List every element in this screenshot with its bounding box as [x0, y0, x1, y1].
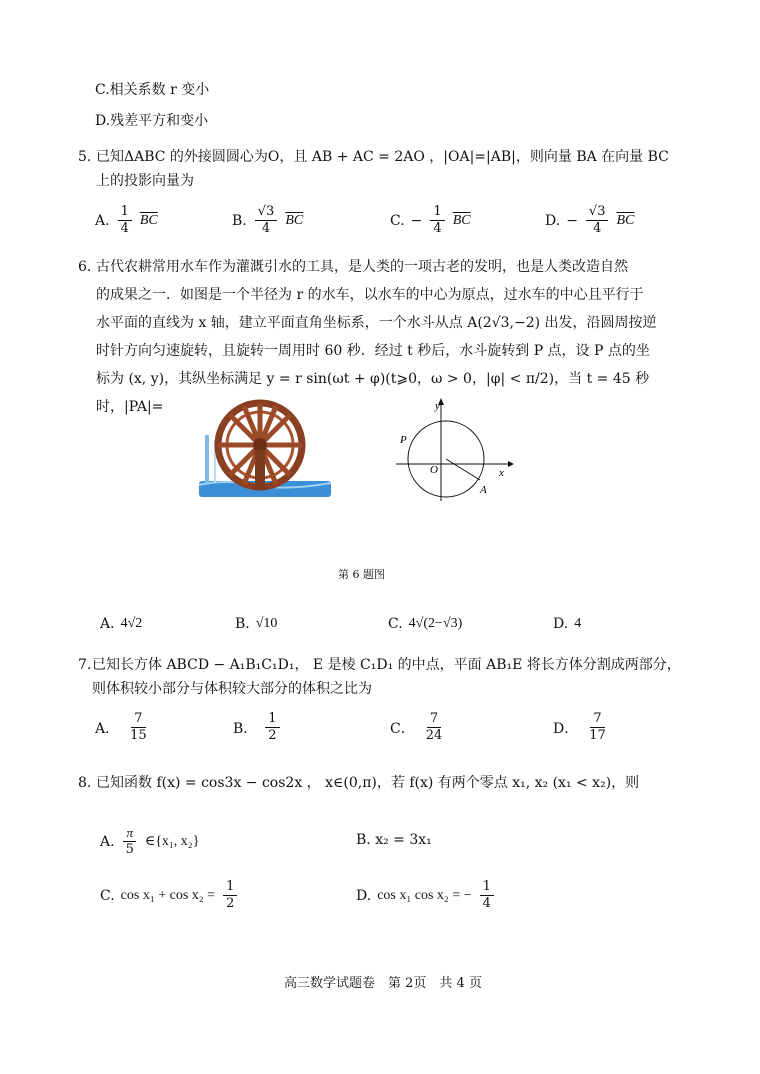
label-y: y	[435, 400, 440, 412]
vector-bc: $\overline{BC}$	[452, 212, 471, 228]
fraction: $\frac{1}{2}$	[265, 711, 279, 744]
q6-body	[96, 253, 676, 421]
option-label: C.	[100, 887, 115, 904]
option-label: A．	[95, 720, 120, 737]
option-label: C．	[390, 720, 415, 737]
option-value: √10	[255, 616, 278, 631]
q6-option-a	[100, 616, 142, 632]
option-label: C.	[388, 616, 403, 632]
q8-option-b: B. x₂ = 3x₁	[356, 832, 432, 848]
q6-option-b	[235, 616, 277, 632]
option-a-set: ∈{x₁, x₂}	[144, 834, 200, 849]
q7-option-b	[233, 711, 282, 744]
option-label: D.	[545, 212, 561, 229]
fraction: $\frac{√3}{4}$	[586, 204, 609, 237]
wheel	[218, 403, 302, 490]
fraction: $\frac{1}{2}$	[223, 879, 237, 912]
option-label: A.	[100, 833, 115, 850]
q5-option-d	[545, 204, 634, 237]
water-wheel-image	[195, 395, 335, 505]
q4-option-d: D.残差平方和变小	[95, 113, 209, 129]
q7-option-a	[95, 711, 152, 744]
label-o: O	[430, 464, 438, 476]
q5-option-a	[95, 204, 158, 237]
fraction: $\frac{7}{15}$	[130, 711, 147, 743]
option-d-expr: cos x₁ cos x₂ = −	[377, 887, 472, 903]
q8-number: 8.	[78, 775, 92, 791]
option-label: D．	[553, 720, 579, 737]
fraction: $\frac{1}{4}$	[430, 204, 444, 237]
option-label: D.	[356, 887, 372, 904]
figure-caption: 第 6 题图	[338, 568, 385, 581]
q7-text-line2: 则体积较小部分与体积较大部分的体积之比为	[92, 681, 372, 697]
q7-option-d	[553, 711, 611, 744]
option-value: 4√2	[120, 616, 143, 631]
q6-line: 古代农耕常用水车作为灌溉引水的工具，是人类的一项古老的发明，也是人类改造自然	[96, 259, 628, 275]
option-value: 4√(2−√3)	[408, 616, 463, 631]
vector-bc: $\overline{BC}$	[285, 212, 304, 228]
minus-sign: −	[410, 212, 423, 229]
option-label: B．	[233, 720, 258, 737]
fraction: $\frac{1}{4}$	[118, 204, 132, 237]
q7-option-c	[390, 711, 447, 744]
fraction: $\frac{1}{4}$	[480, 879, 494, 912]
option-label: C.	[390, 212, 405, 229]
q6-option-c	[388, 616, 462, 632]
label-x: x	[499, 467, 504, 479]
q6-line: 标为 (x, y)，其纵坐标满足 y = r sin(ωt + φ)(t⩾0，ω > 0，|φ| < π/2)，当 t = 45 秒时，|PA|=	[96, 371, 650, 415]
q4-option-c: C.相关系数 r 变小	[95, 82, 210, 98]
q8-text: 已知函数 f(x) = cos3x − cos2x ， x∈(0,π)，若 f(x) 有两个零点 x₁, x₂ (x₁ < x₂)，则	[96, 775, 640, 791]
q6-line: 水平面的直线为 x 轴，建立平面直角坐标系，一个水斗从点 A(2√3,−2) 出发，沿圆周按逆	[96, 315, 657, 331]
option-label: B.	[232, 212, 247, 229]
q8-option-a	[100, 825, 199, 858]
fraction: $\frac{7}{17}$	[589, 711, 606, 743]
label-a: A	[480, 484, 487, 496]
q6-line: 时针方向匀速旋转，且旋转一周用时 60 秒．经过 t 秒后，水斗旋转到 P 点，设 P 点的坐	[96, 343, 650, 359]
q7-number: 7.	[78, 657, 92, 673]
option-c-expr: cos x₁ + cos x₂ =	[120, 887, 216, 903]
fraction: $\frac{√3}{4}$	[255, 204, 278, 237]
q7-text-line1: 已知长方体 ABCD − A₁B₁C₁D₁， E 是棱 C₁D₁ 的中点，平面 AB₁E 将长方体分割成两部分，	[92, 657, 681, 673]
q8-option-c	[100, 879, 239, 912]
q5-option-b	[232, 204, 303, 237]
option-label: A.	[100, 616, 115, 632]
fraction: $\frac{7}{24}$	[425, 711, 443, 743]
q5-text-line1: 已知ΔABC 的外接圆圆心为O，且 AB + AC = 2AO ，|OA|=|AB|，则向量 BA 在向量 BC	[96, 149, 669, 165]
coordinate-figure	[388, 395, 518, 505]
vector-bc: $\overline{BC}$	[616, 212, 635, 228]
option-value: 4	[574, 616, 582, 631]
q6-number: 6.	[78, 259, 92, 275]
q6-line: 的成果之一．如图是一个半径为 r 的水车，以水车的中心为原点，过水车的中心且平行于	[96, 287, 644, 303]
q5-option-c	[390, 204, 471, 237]
page-footer: 高三数学试题卷 第 2页 共 4 页	[284, 976, 482, 991]
minus-sign: −	[566, 212, 578, 229]
q5-number: 5.	[78, 149, 92, 165]
option-label: D.	[553, 616, 569, 632]
vector-bc: $\overline{BC}$	[139, 212, 158, 228]
option-label: B.	[235, 616, 250, 632]
option-label: A.	[95, 212, 110, 229]
q5-text-line2: 上的投影向量为	[96, 173, 194, 189]
label-p: P	[400, 434, 407, 446]
fraction: $\frac{\pi}{5}$	[123, 825, 137, 858]
q8-option-d	[356, 879, 496, 912]
radius-oa	[446, 459, 480, 480]
q6-option-d	[553, 616, 581, 632]
